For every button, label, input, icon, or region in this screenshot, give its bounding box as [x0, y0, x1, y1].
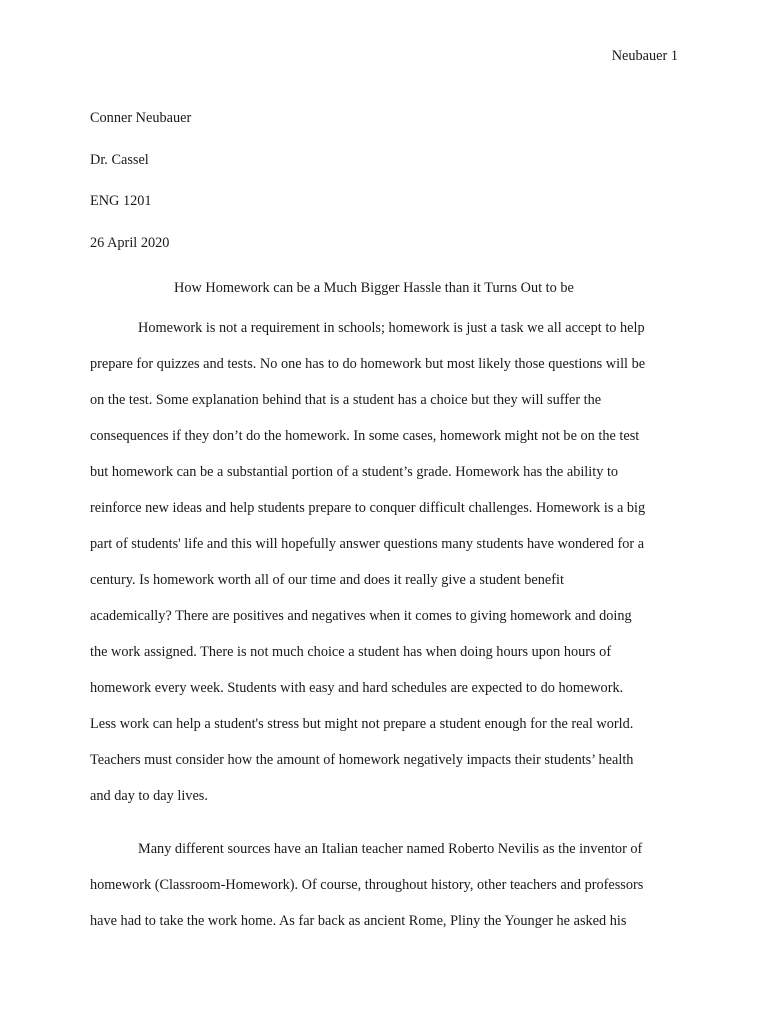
- course-code: ENG 1201: [90, 193, 152, 209]
- author-name: Conner Neubauer: [90, 110, 192, 126]
- paragraph-1-line: consequences if they don’t do the homework. In some cases, homework might not be on the test: [90, 428, 640, 444]
- paragraph-1-line: Teachers must consider how the amount of homework negatively impacts their students’ health: [90, 752, 634, 768]
- paragraph-1-line: and day to day lives.: [90, 788, 208, 804]
- paragraph-1-line: reinforce new ideas and help students prepare to conquer difficult challenges. Homework is a big: [90, 500, 646, 516]
- running-head: Neubauer 1: [611, 48, 678, 64]
- paragraph-2-line: have had to take the work home. As far back as ancient Rome, Pliny the Younger he asked his: [90, 913, 627, 929]
- paragraph-spacer: [90, 822, 690, 839]
- paragraph-1-line: academically? There are positives and negatives when it comes to giving homework and doing: [90, 608, 632, 624]
- paragraph-1-line: prepare for quizzes and tests. No one has to do homework but most likely those questions will be: [90, 356, 646, 372]
- mla-heading: [90, 108, 191, 274]
- paragraph-2-line: homework (Classroom-Homework). Of course, throughout history, other teachers and professors: [90, 877, 644, 893]
- essay-body: [90, 318, 690, 947]
- paragraph-2-line: Many different sources have an Italian teacher named Roberto Nevilis as the inventor of: [138, 841, 643, 857]
- paragraph-1-line: century. Is homework worth all of our time and does it really give a student benefit: [90, 572, 564, 588]
- paragraph-1-line: part of students' life and this will hopefully answer questions many students have wondered for a: [90, 536, 645, 552]
- paragraph-1-line: on the test. Some explanation behind that is a student has a choice but they will suffer the: [90, 392, 602, 408]
- instructor-name: Dr. Cassel: [90, 151, 149, 168]
- submission-date: 26 April 2020: [90, 234, 170, 251]
- paragraph-1-line: Homework is not a requirement in schools; homework is just a task we all accept to help: [138, 320, 645, 336]
- paragraph-1-line: but homework can be a substantial portion of a student’s grade. Homework has the ability to: [90, 464, 619, 480]
- paragraph-1-line: homework every week. Students with easy and hard schedules are expected to do homework.: [90, 680, 624, 696]
- essay-title: How Homework can be a Much Bigger Hassle than it Turns Out to be: [174, 280, 574, 296]
- paragraph-1-line: Less work can help a student's stress but might not prepare a student enough for the real world.: [90, 716, 634, 732]
- paragraph-1-line: the work assigned. There is not much choice a student has when doing hours upon hours of: [90, 644, 612, 660]
